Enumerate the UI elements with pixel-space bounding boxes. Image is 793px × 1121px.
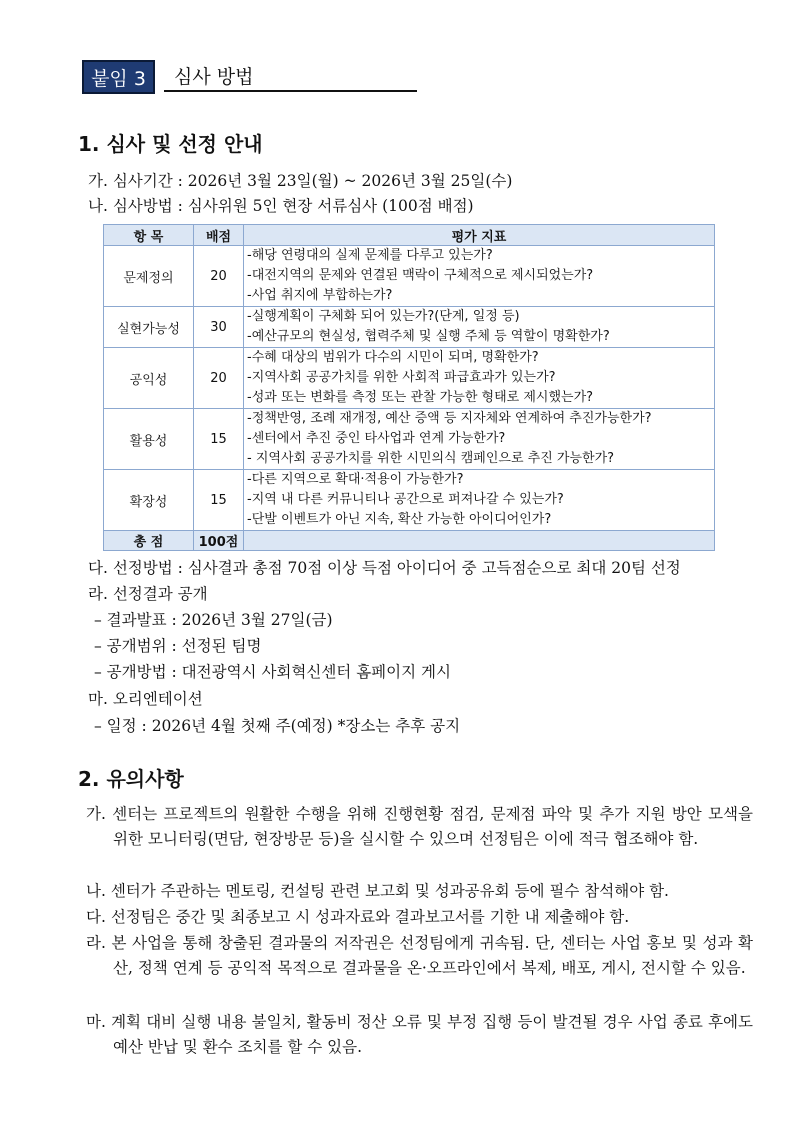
indicator-item: -지역 내 다른 커뮤니티나 공간으로 퍼져나갈 수 있는가? bbox=[247, 492, 564, 507]
table-header-row bbox=[104, 225, 715, 246]
table-row bbox=[104, 409, 715, 470]
section-1-heading: 1. 심사 및 선정 안내 bbox=[78, 132, 263, 156]
indicator-item: -해당 연령대의 실제 문제를 다루고 있는가? bbox=[247, 248, 493, 263]
row-score: 15 bbox=[194, 470, 244, 531]
notice-item: 라. 본 사업을 통해 창출된 결과물의 저작권은 선정팀에게 귀속됨. 단, 센터는 사업 홍보 및 성과 확산, 정책 연계 등 공익적 목적으로 결과물을 온·오프라인에서 복제, 배포, 게시, 전시할 수 있음. bbox=[86, 934, 753, 977]
orientation-schedule: – 일정 : 2026년 4월 첫째 주(예정) *장소는 추후 공지 bbox=[94, 717, 461, 735]
row-category: 활용성 bbox=[104, 409, 194, 470]
indicator-item: -다른 지역으로 확대·적용이 가능한가? bbox=[247, 472, 464, 487]
table-row bbox=[104, 348, 715, 409]
total-empty-cell bbox=[244, 531, 715, 551]
row-score: 20 bbox=[194, 348, 244, 409]
row-indicators bbox=[244, 470, 715, 531]
row-category: 공익성 bbox=[104, 348, 194, 409]
result-scope: – 공개범위 : 선정된 팀명 bbox=[94, 637, 262, 655]
indicator-item: -대전지역의 문제와 연결된 맥락이 구체적으로 제시되었는가? bbox=[247, 268, 594, 283]
indicator-item: -단발 이벤트가 아닌 지속, 확산 가능한 아이디어인가? bbox=[247, 512, 552, 527]
header-score: 배점 bbox=[194, 225, 244, 246]
result-method: – 공개방법 : 대전광역시 사회혁신센터 홈페이지 게시 bbox=[94, 663, 451, 681]
section-2-heading: 2. 유의사항 bbox=[78, 767, 184, 791]
indicator-item: -지역사회 공공가치를 위한 사회적 파급효과가 있는가? bbox=[247, 370, 556, 385]
evaluation-table bbox=[103, 224, 715, 551]
review-method: 나. 심사방법 : 심사위원 5인 현장 서류심사 (100점 배점) bbox=[88, 197, 474, 215]
row-score: 30 bbox=[194, 307, 244, 348]
row-indicators bbox=[244, 409, 715, 470]
total-score: 100점 bbox=[194, 531, 244, 551]
indicator-item: -정책반영, 조례 재개정, 예산 증액 등 지자체와 연계하여 추진가능한가? bbox=[247, 411, 652, 426]
indicator-item: -수혜 대상의 범위가 다수의 시민이 되며, 명확한가? bbox=[247, 350, 539, 365]
row-score: 20 bbox=[194, 246, 244, 307]
row-indicators bbox=[244, 348, 715, 409]
table-total-row bbox=[104, 531, 715, 551]
attachment-tag: 붙임 3 bbox=[82, 60, 155, 94]
selection-method: 다. 선정방법 : 심사결과 총점 70점 이상 득점 아이디어 중 고득점순으로 최대 20팀 선정 bbox=[88, 559, 681, 577]
row-category: 문제정의 bbox=[104, 246, 194, 307]
notice-item: 마. 계획 대비 실행 내용 불일치, 활동비 정산 오류 및 부정 집행 등이 발견될 경우 사업 종료 후에도 예산 반납 및 환수 조치를 할 수 있음. bbox=[86, 1013, 753, 1056]
notice-item: 나. 센터가 주관하는 멘토링, 컨설팅 관련 보고회 및 성과공유회 등에 필수 참석해야 함. bbox=[86, 882, 669, 900]
table-row bbox=[104, 470, 715, 531]
row-category: 확장성 bbox=[104, 470, 194, 531]
attachment-title: 심사 방법 bbox=[164, 60, 417, 92]
row-indicators bbox=[244, 307, 715, 348]
table-row bbox=[104, 246, 715, 307]
orientation-heading: 마. 오리엔테이션 bbox=[88, 690, 203, 708]
indicator-item: -성과 또는 변화를 측정 또는 관찰 가능한 형태로 제시했는가? bbox=[247, 390, 594, 405]
notice-item: 가. 센터는 프로젝트의 원활한 수행을 위해 진행현황 점검, 문제점 파악 및 추가 지원 방안 모색을 위한 모니터링(면담, 현장방문 등)을 실시할 수 있으며 선정팀은 이에 적극 협조해야 함. bbox=[86, 805, 753, 848]
row-indicators bbox=[244, 246, 715, 307]
table-row bbox=[104, 307, 715, 348]
header-indicators: 평가 지표 bbox=[244, 225, 715, 246]
row-category: 실현가능성 bbox=[104, 307, 194, 348]
header-category: 항 목 bbox=[104, 225, 194, 246]
notice-item: 다. 선정팀은 중간 및 최종보고 시 성과자료와 결과보고서를 기한 내 제출해야 함. bbox=[86, 908, 630, 926]
total-label: 총 점 bbox=[104, 531, 194, 551]
review-period: 가. 심사기간 : 2026년 3월 23일(월) ~ 2026년 3월 25일(수) bbox=[88, 172, 513, 190]
indicator-item: - 지역사회 공공가치를 위한 시민의식 캠페인으로 추진 가능한가? bbox=[247, 451, 615, 466]
indicator-item: -예산규모의 현실성, 협력주체 및 실행 주체 등 역할이 명확한가? bbox=[247, 329, 610, 344]
indicator-item: -실행계획이 구체화 되어 있는가?(단계, 일정 등) bbox=[247, 309, 520, 324]
result-date: – 결과발표 : 2026년 3월 27일(금) bbox=[94, 611, 333, 629]
result-announcement-heading: 라. 선정결과 공개 bbox=[88, 585, 208, 603]
indicator-item: -센터에서 추진 중인 타사업과 연계 가능한가? bbox=[247, 431, 506, 446]
indicator-item: -사업 취지에 부합하는가? bbox=[247, 288, 393, 303]
attachment-header bbox=[82, 60, 422, 94]
row-score: 15 bbox=[194, 409, 244, 470]
